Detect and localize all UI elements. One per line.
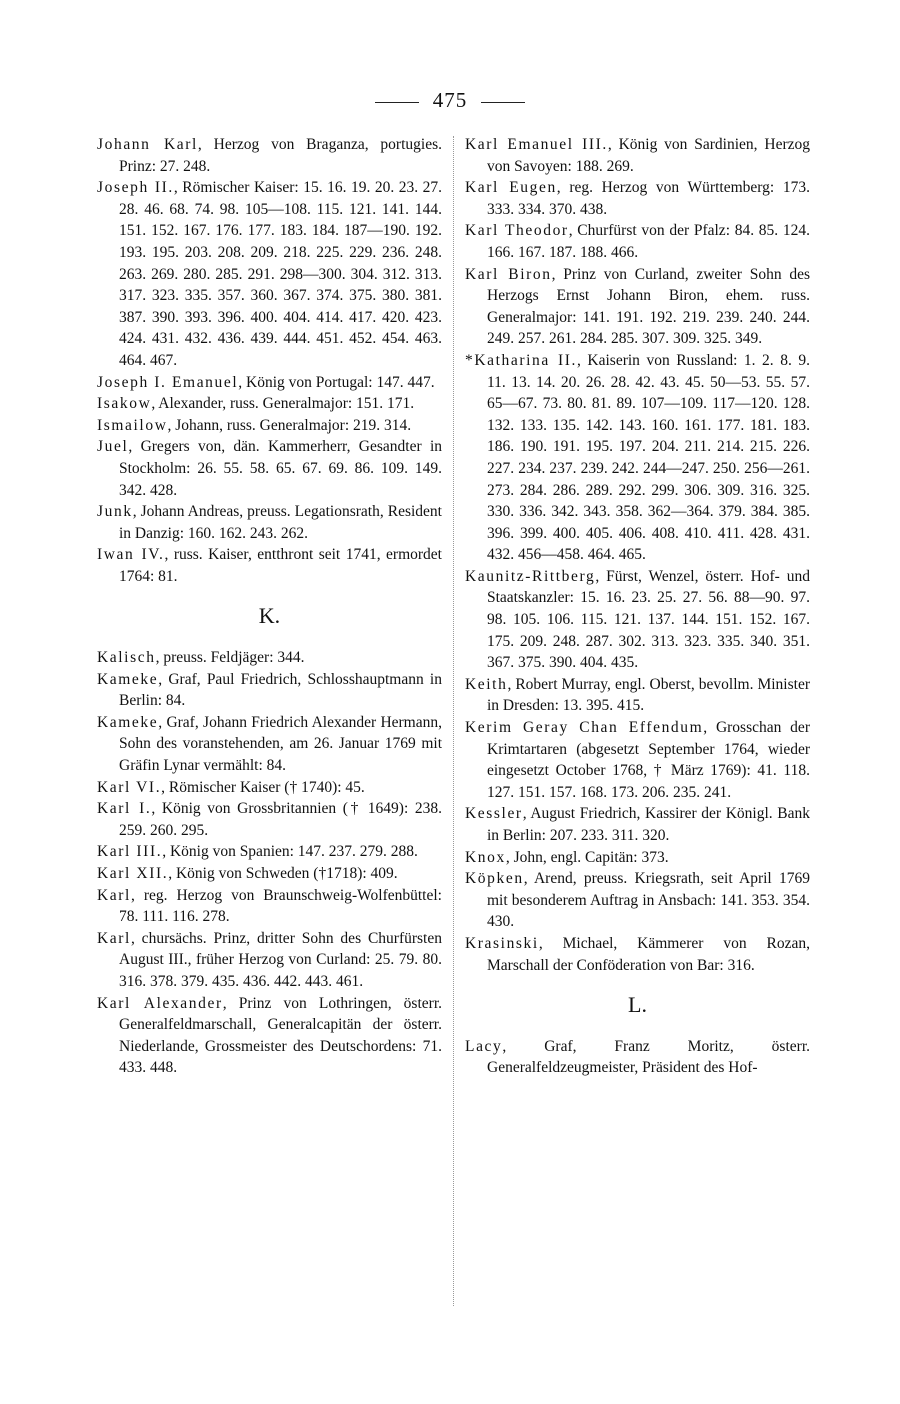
index-entry	[465, 1036, 810, 1079]
page-header	[0, 88, 900, 113]
entry-text: , Kaiserin von Russland: 1. 2. 8. 9. 11. 13. 14. 20. 26. 28. 42. 43. 45. 50—53. 55. 57. 65—67. 73. 80. 81. 89. 107—109. 117—120. 128. 132. 133. 135. 142. 143. 160. 161. 177. 181. 183. 186. 190. 191. 195. 197. 204. 211. 214. 215. 226. 227. 234. 237. 239. 242. 244—247. 250. 256—261. 273. 284. 286. 289. 292. 299. 306. 309. 316. 325. 330. 336. 342. 343. 358. 362—364. 379. 384. 385. 396. 399. 400. 405. 406. 408. 410. 411. 428. 431. 432. 456—458. 464. 465.	[487, 351, 810, 564]
entry-text: , reg. Herzog von Württemberg: 173. 333. 334. 370. 438.	[487, 179, 810, 218]
entry-text: , russ. Kaiser, entthront seit 1741, ermordet 1764: 81.	[119, 546, 442, 585]
index-entry	[465, 803, 810, 846]
entry-text: , Arend, preuss. Kriegsrath, seit April 1769 mit besonderem Auftrag in Ansbach: 141. 353. 354. 430.	[487, 870, 810, 931]
entry-text: , Fürst, Wenzel, österr. Hof- und Staatskanzler: 15. 16. 23. 25. 27. 56. 88—90. 97. 98. 105. 106. 115. 121. 137. 144. 151. 152. 167. 175. 209. 248. 287. 302. 313. 323. 335. 340. 351. 367. 375. 390. 404. 435.	[487, 567, 810, 672]
index-entry	[97, 863, 442, 885]
entry-name: Karl	[97, 929, 131, 947]
index-entry	[465, 933, 810, 976]
entry-name: Krasinski	[465, 934, 539, 952]
entry-name: Joseph II.	[97, 179, 174, 197]
index-entry	[97, 669, 442, 712]
column-divider	[453, 136, 454, 1306]
index-entry	[465, 220, 810, 263]
entry-name: Kameke	[97, 670, 159, 688]
entry-name: Karl VI.	[97, 778, 162, 796]
entry-text: , König von Portugal: 147. 447.	[238, 373, 435, 391]
entry-name: Kaunitz-Rittberg	[465, 567, 596, 585]
page-number: 475	[432, 88, 468, 112]
index-entry	[465, 847, 810, 869]
left-column	[97, 134, 442, 1079]
index-entry	[465, 674, 810, 717]
entry-name: Ismailow	[97, 416, 168, 434]
entry-name: Junk	[97, 503, 133, 521]
entry-name: Karl III.	[97, 843, 163, 861]
index-entry	[97, 415, 442, 437]
entry-text: , Michael, Kämmerer von Rozan, Marschall der Conföderation von Bar: 316.	[487, 934, 810, 974]
entry-name: Juel	[97, 438, 129, 456]
index-entry	[465, 868, 810, 933]
entry-text: , Robert Murray, engl. Oberst, bevollm. Minister in Dresden: 13. 395. 415.	[487, 675, 810, 715]
index-entry	[97, 372, 442, 394]
entry-name: Joseph I. Emanuel	[97, 373, 239, 391]
index-entry	[97, 647, 442, 669]
entry-text: , August Friedrich, Kassirer der Königl. Bank in Berlin: 207. 233. 311. 320.	[487, 805, 810, 844]
index-entry	[97, 544, 442, 587]
header-rule-right	[481, 102, 525, 103]
entries-k-continued	[465, 134, 810, 976]
entry-name: Knox	[465, 848, 506, 866]
entry-name: Kerim Geray Chan Effendum	[465, 719, 704, 737]
index-entry	[465, 134, 810, 177]
index-entry	[97, 501, 442, 544]
index-entry	[97, 798, 442, 841]
index-entry	[465, 566, 810, 674]
entry-name: Karl	[97, 886, 131, 904]
index-entry	[465, 177, 810, 220]
entry-text: , König von Sardinien, Herzog von Savoyen: 188. 269.	[487, 136, 810, 175]
entry-name: Karl Theodor	[465, 222, 569, 240]
header-rule-left	[375, 102, 419, 103]
entry-text: , Johann, russ. Generalmajor: 219. 314.	[167, 416, 412, 434]
entry-name: Karl Eugen	[465, 179, 557, 197]
index-entry	[465, 350, 810, 566]
entry-text: , chursächs. Prinz, dritter Sohn des Churfürsten August III., früher Herzog von Curland: 25. 79. 80. 316. 378. 379. 435. 436. 442. 443. 461.	[119, 929, 442, 990]
entry-text: , Prinz von Lothringen, österr. Generalfeldmarschall, Generalcapitän der österr. Niederlande, Grossmeister des Deutschordens: 71. 433. 448.	[119, 994, 442, 1077]
entry-text: , Gregers von, dän. Kammerherr, Gesandter in Stockholm: 26. 55. 58. 65. 67. 69. 86. 109. 149. 342. 428.	[119, 438, 442, 499]
entries-j	[97, 134, 442, 587]
entry-text: , Graf, Paul Friedrich, Schlosshauptmann in Berlin: 84.	[119, 670, 442, 710]
entry-text: , König von Spanien: 147. 237. 279. 288.	[162, 843, 418, 861]
entry-text: , Churfürst von der Pfalz: 84. 85. 124. 166. 167. 187. 188. 466.	[487, 222, 810, 261]
entry-name: *Katharina II.	[465, 351, 577, 369]
entry-name: Köpken	[465, 870, 524, 888]
entry-name: Kalisch	[97, 649, 156, 667]
entry-name: Iwan IV.	[97, 546, 165, 564]
entry-text: , Römischer Kaiser: 15. 16. 19. 20. 23. 27. 28. 46. 68. 74. 98. 105—108. 115. 121. 141. 144. 151. 152. 167. 176. 177. 183. 184. 187—190. 192. 193. 195. 203. 208. 209. 218. 225. 229. 236. 248. 263. 269. 280. 285. 291. 298—300. 304. 312. 313. 317. 323. 335. 357. 360. 367. 374. 375. 380. 381. 387. 390. 393. 396. 400. 404. 414. 417. 420. 423. 424. 431. 432. 436. 439. 444. 451. 452. 454. 463. 464. 467.	[119, 179, 442, 369]
index-entry	[97, 393, 442, 415]
entry-text: , Römischer Kaiser († 1740): 45.	[161, 778, 365, 796]
entry-name: Keith	[465, 675, 508, 693]
entry-text: , reg. Herzog von Braunschweig-Wolfenbüttel: 78. 111. 116. 278.	[119, 886, 442, 926]
entry-text: , Grosschan der Krimtartaren (abgesetzt September 1764, wieder eingesetzt October 1768, † März 1769): 41. 118. 127. 151. 157. 168. 173. 206. 235. 241.	[487, 719, 810, 801]
entry-text: , König von Schweden (†1718): 409.	[168, 865, 398, 882]
entry-name: Karl Emanuel III.	[465, 136, 608, 153]
entry-name: Isakow	[97, 395, 152, 413]
entry-text: , Graf, Johann Friedrich Alexander Hermann, Sohn des voranstehenden, am 26. Januar 1769 mit Gräfin Lynar vermählt: 84.	[119, 713, 442, 775]
entry-name: Karl XII.	[97, 865, 169, 882]
section-heading-l: L.	[628, 992, 647, 1018]
index-entry	[97, 928, 442, 993]
entry-text: , Graf, Franz Moritz, österr. Generalfeldzeugmeister, Präsident des Hof-	[487, 1037, 810, 1077]
entry-name: Kessler	[465, 805, 523, 823]
index-entry	[97, 177, 442, 371]
index-entry	[465, 717, 810, 803]
index-entry	[97, 436, 442, 501]
entry-text: , Herzog von Braganza, portugies. Prinz: 27. 248.	[119, 136, 442, 175]
entry-text: , preuss. Feldjäger: 344.	[155, 649, 305, 667]
index-entry	[97, 712, 442, 777]
index-entry	[465, 264, 810, 350]
entry-name: Karl Biron	[465, 265, 552, 283]
entry-name: Karl Alexander	[97, 994, 223, 1012]
index-entry	[97, 134, 442, 177]
index-entry	[97, 885, 442, 928]
entry-name: Karl I.	[97, 800, 152, 818]
section-heading-k: K.	[258, 603, 281, 629]
entry-text: , Alexander, russ. Generalmajor: 151. 171.	[151, 395, 415, 413]
index-entry	[97, 777, 442, 799]
entries-l	[465, 1036, 810, 1079]
entry-text: , Prinz von Curland, zweiter Sohn des Herzogs Ernst Johann Biron, ehem. russ. Generalmajor: 141. 191. 192. 219. 239. 240. 244. 249. 257. 261. 284. 285. 307. 309. 325. 349.	[487, 265, 810, 348]
index-entry	[97, 993, 442, 1079]
index-entry	[97, 841, 442, 863]
entry-name: Kameke	[97, 713, 159, 731]
entry-text: , John, engl. Capitän: 373.	[505, 848, 669, 866]
entry-text: , Johann Andreas, preuss. Legationsrath, Resident in Danzig: 160. 162. 243. 262.	[119, 503, 442, 542]
entry-name: Lacy	[465, 1037, 503, 1055]
entry-text: , König von Grossbritannien († 1649): 238. 259. 260. 295.	[119, 800, 443, 839]
entries-k	[97, 647, 442, 1079]
right-column	[465, 134, 810, 1079]
entry-name: Johann Karl	[97, 136, 198, 153]
